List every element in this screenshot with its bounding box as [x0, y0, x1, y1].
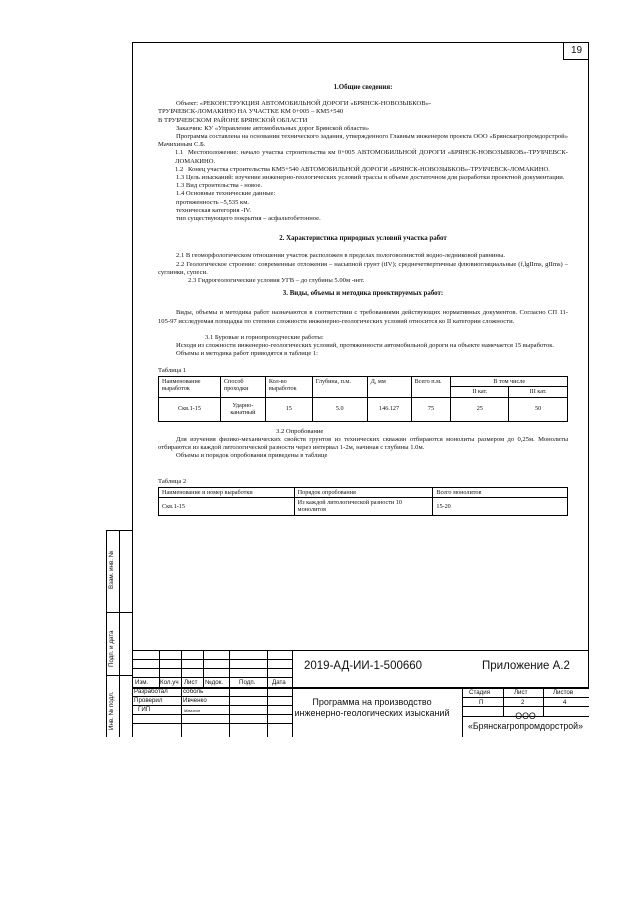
table-1-reference: Объемы и методика работ приводятся в таблице 1:	[176, 350, 318, 358]
t1-header-depth: Глубина, п.м.	[312, 376, 367, 397]
document-title: Программа на производство инженерно-геологических изысканий	[294, 697, 450, 718]
program-basis: Программа составлена на основании технического задания, утвержденного Главным инженером проекта ООО «Брянскагропромдорстрой» Мачихиным С.Б.	[158, 133, 568, 149]
document-body	[158, 84, 568, 516]
stamp-col-kol: Кол.уч	[160, 679, 179, 686]
item-1-2	[158, 166, 568, 174]
item-1-4-pavement: тип существующего покрытия – асфальтобетонное.	[176, 215, 321, 223]
table-row	[159, 397, 568, 421]
organization-name: ООО «Брянскагропромдорстрой»	[468, 711, 583, 731]
t1-cell-depth: 5.0	[312, 397, 367, 421]
margin-inv-podl: Инв. № подл.	[108, 691, 115, 730]
table-1-header-row	[159, 376, 568, 386]
stamp-col-podp: Подп.	[239, 679, 256, 686]
item-2-3: 2.3 Гидрогеологические условия УГВ – до глубины 5.00м -нет.	[188, 277, 365, 285]
item-1-4: 1.4 Основные технические данные:	[176, 190, 276, 198]
table-2	[158, 487, 568, 516]
t1-cell-count: 15	[265, 397, 312, 421]
t2-cell-order: Из каждой литологической разности 10 монолитов	[294, 497, 433, 515]
stamp-proveril: Проверил	[134, 697, 163, 704]
table-1-caption: Таблица 1	[158, 367, 187, 375]
page-number: 19	[563, 42, 589, 60]
stamp-gip-name: Мачихин	[184, 708, 201, 713]
stamp-list-label: Лист	[514, 689, 528, 696]
section-3-heading: 3. Виды, объемы и методика проектируемых работ:	[282, 290, 444, 298]
table-row	[159, 497, 568, 515]
t2-cell-name: Скв.1-15	[159, 497, 295, 515]
item-1-3-kind: 1.3 Вид строительства - новое.	[176, 182, 263, 190]
sampling-text: Для изучения физико-механических свойств грунтов из технических скважин отбираются монолиты размером до 0,25м. Монолиты отбираются из каждой литологической разности через интервал 1-2м, начиная с глубины 1.0м.	[158, 435, 568, 451]
customer-line: Заказчик: КУ «Управление автомобильных дорог Брянской области»	[176, 124, 370, 132]
t1-header-count: Кол-во выработок	[265, 376, 312, 397]
item-2-1: 2.1 В геоморфологическом отношении участок расположен в пределах пологоволнистой водно-ледниковой равнины.	[176, 252, 506, 260]
stamp-col-data: Дата	[272, 679, 286, 686]
subsection-3-2: 3.2 Опробование	[276, 427, 324, 435]
stamp-razrabotal-name: соболь	[183, 688, 204, 695]
item-1-4-length: протяженность –5,535 км.	[176, 198, 250, 206]
t1-cell-name: Скв.1-15	[159, 397, 221, 421]
t1-header-name: Наименование выработок	[159, 376, 221, 397]
item-1-2-number: 1.2	[175, 165, 184, 173]
item-1-4-category: техническая категория -IV.	[176, 206, 252, 214]
object-line-1: Объект: «РЕКОНСТРУКЦИЯ АВТОМОБИЛЬНОЙ ДОРОГИ «БРЯНСК-НОВОЗЫБКОВ»-	[176, 100, 432, 108]
document-code: 2019-АД-ИИ-1-500660	[304, 660, 423, 672]
stamp-listov-value: 4	[563, 699, 567, 706]
t1-cell-cat2: 25	[451, 397, 509, 421]
t1-header-method: Способ проходки	[220, 376, 265, 397]
stamp-proveril-name: Ивченко	[183, 697, 207, 704]
t1-header-cat2: II кат.	[451, 387, 509, 397]
wells-count-text: Исходя из сложности инженерно-геологических условий, протяженности автомобильной дороги на объекте намечается 15 выработок.	[176, 342, 555, 350]
t1-header-total: Всего п.м.	[411, 376, 451, 397]
stamp-razrabotal: Разработал	[134, 688, 168, 695]
stamp-gip: ГИП	[138, 706, 151, 713]
margin-podp-data: Подп. и дата	[108, 630, 115, 667]
t2-header-total: Всего монолитов	[433, 487, 568, 497]
t1-cell-d: 146.127	[367, 397, 411, 421]
title-block	[132, 650, 589, 737]
item-1-1-number: 1.1	[175, 149, 184, 157]
section-2-heading: 2. Характеристика природных условий участка работ	[279, 235, 447, 243]
stamp-list-value: 2	[521, 699, 525, 706]
margin-strip	[106, 530, 132, 737]
stamp-col-izm: Изм.	[135, 679, 149, 686]
item-1-2-text: Конец участка строительства КМ5+540 АВТОМОБИЛЬНОЙ ДОРОГИ «БРЯНСК-НОВОЗЫБКОВ»-ТРУБЧЕВСК-ЛОМАКИНО.	[188, 165, 550, 173]
t1-cell-total: 75	[411, 397, 451, 421]
t1-header-cat3: III кат.	[509, 387, 568, 397]
object-line-3: В ТРУБЧЕВСКОМ РАЙОНЕ БРЯНСКОЙ ОБЛАСТИ	[158, 116, 308, 124]
table-1	[158, 376, 568, 422]
table-2-reference: Объемы и порядок опробования приведены в таблице	[176, 452, 328, 460]
table-2-header-row	[159, 487, 568, 497]
table-2-caption: Таблица 2	[158, 478, 187, 486]
section-1-heading: 1.Общие сведения:	[333, 84, 393, 91]
object-line-2: ТРУБЧЕВСК-ЛОМАКИНО НА УЧАСТКЕ КМ 0+005 – КМ5+540	[158, 108, 344, 116]
stamp-stadiya-value: П	[479, 699, 484, 706]
t1-cell-cat3: 50	[509, 397, 568, 421]
section-3-intro: Виды, объемы и методика работ назначаются в соответствии с требованиями действующих нормативных документов. Согласно СП 11-105-97 исследуемая площадка по степени сложности инженерно-геологических условий относится ко II категории сложности.	[158, 309, 568, 325]
t2-cell-total: 15-20	[433, 497, 568, 515]
item-1-1	[158, 149, 568, 165]
stamp-col-list: Лист	[184, 679, 198, 686]
item-1-1-text: Местоположение: начало участка строительства км 0+005 АВТОМОБИЛЬНОЙ ДОРОГИ «БРЯНСК-НОВОЗЫБКОВ»-ТРУБЧЕВСК-ЛОМАКИНО.	[175, 149, 568, 165]
item-2-2: 2.2 Геологическое строение: современные отложения – насыпной грунт (tIV); среднечетвертичные флювиогляциальные (f,lgIIms, gIIms) – суглинки, супеси.	[158, 260, 568, 276]
t2-header-name: Наименование и номер выработки	[159, 487, 295, 497]
stamp-listov-label: Листов	[553, 689, 574, 696]
item-1-3-goal: 1.3 Цель изысканий: изучение инженерно-геологических условий трассы в объеме достаточном для разработки проектной документации.	[176, 174, 565, 182]
appendix-label: Приложение А.2	[482, 660, 570, 672]
t1-cell-method: Ударно-канатный	[220, 397, 265, 421]
t2-header-order: Порядок опробования	[294, 487, 433, 497]
margin-vzam-inv: Взам. инв. №	[108, 550, 115, 589]
t1-header-d: Д, мм	[367, 376, 411, 397]
stamp-col-ndok: №док.	[205, 679, 224, 686]
subsection-3-1: 3.1 Буровые и горнопроходческие работы:	[205, 333, 324, 341]
t1-header-incl: В том числе	[451, 376, 568, 386]
stamp-stadiya-label: Стадия	[469, 689, 491, 696]
